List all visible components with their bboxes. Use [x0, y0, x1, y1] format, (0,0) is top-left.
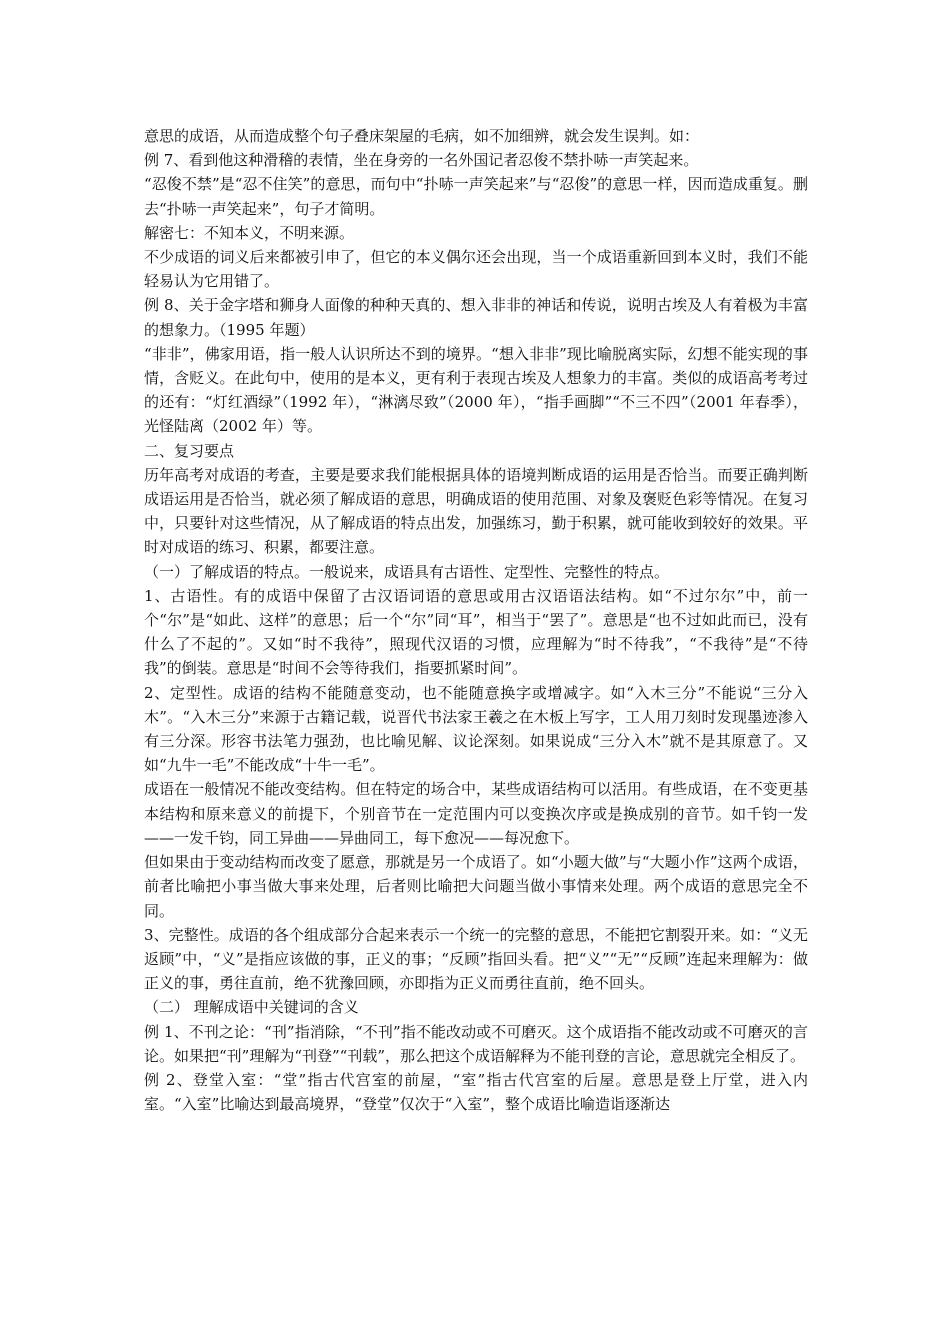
paragraph-structure-flexibility: 成语在一般情况不能改变结构。但在特定的场合中，某些成语结构可以活用。有些成语，在不变更基本结构和原来意义的前提下，个别音节在一定范围内可以变换次序或是换成别的音节。如千钧一发——一发千钧，同工异曲——异曲同工，每下愈况——每况愈下。: [144, 780, 808, 847]
heading-review-points: 二、复习要点: [144, 441, 235, 460]
paragraph-continuation: 意思的成语，从而造成整个句子叠床架屋的毛病，如不加细辨，就会发生误判。如：: [144, 127, 700, 145]
paragraph-integrity-feature: 3、完整性。成语的各个组成部分合起来表示一个统一的完整的意思，不能把它割裂开来。如：“义无返顾”中，“义”是指应该做的事，正义的事；“反顾”指回头看。把“义”“无”“反顾”连起来理解为：做正义的事，勇往直前，绝不犹豫回顾，亦即指为正义而勇往直前，绝不回头。: [144, 925, 808, 993]
paragraph-example-7: 例 7、看到他这种滑稽的表情，坐在身旁的一名外国记者忍俊不禁扑哧一声笑起来。: [144, 151, 699, 170]
paragraph-example-8-analysis: “非非”，佛家用语，指一般人认识所达不到的境界。“想入非非”现比喻脱离实际，幻想不能实现的事情，含贬义。在此句中，使用的是本义，更有利于表现古埃及人想象力的丰富。类似的成语高考考过的还有：“灯红酒绿”（1992 年），“淋漓尽致”（2000 年），“指手画脚”“不三不四”（2001 年春季），光怪陆离（2002 年）等。: [144, 344, 808, 436]
heading-key-words: （二） 理解成语中关键词的含义: [144, 998, 359, 1017]
paragraph-key-word-example-1: 例 1、不刊之论：“刊”指消除，“不刊”指不能改动或不可磨灭。这个成语指不能改动或不可磨灭的言论。如果把“刊”理解为“刊登”“刊载”，那么把这个成语解释为不能刊登的言论，意思就完全相反了。: [144, 1022, 808, 1065]
paragraph-secret-7-intro: 不少成语的词义后来都被引申了，但它的本义偶尔还会出现，当一个成语重新回到本义时，我们不能轻易认为它用错了。: [144, 248, 808, 291]
document-page: [144, 124, 808, 1116]
paragraph-archaic-feature: 1、古语性。有的成语中保留了古汉语词语的意思或用古汉语语法结构。如“不过尔尔”中，前一个“尔”是“如此、这样”的意思；后一个“尔”同“耳”，相当于“罢了”。意思是“也不过如此而已，没有什么了不起的”。又如“时不我待”，照现代汉语的习惯，应理解为“时不待我”，“不我待”是“不待我”的倒装。意思是“时间不会等待我们，指要抓紧时间”。: [144, 586, 808, 678]
heading-secret-7: 解密七：不知本义，不明来源。: [144, 223, 355, 242]
heading-idiom-features: （一）了解成语的特点。一般说来，成语具有古语性、定型性、完整性的特点。: [144, 562, 670, 581]
paragraph-example-8: 例 8、关于金字塔和狮身人面像的种种天真的、想入非非的神话和传说，说明古埃及人有着极为丰富的想象力。（1995 年题）: [144, 296, 808, 339]
paragraph-key-word-example-2: 例 2、登堂入室：“堂”指古代宫室的前屋，“室”指古代宫室的后屋。意思是登上厅堂，进入内室。“入室”比喻达到最高境界，“登堂”仅次于“入室”，整个成语比喻造诣逐渐达: [144, 1070, 808, 1114]
paragraph-review-intro: 历年高考对成语的考查，主要是要求我们能根据具体的语境判断成语的运用是否恰当。而要正确判断成语运用是否恰当，就必须了解成语的意思，明确成语的使用范围、对象及褒贬色彩等情况。在复习中，只要针对这些情况，从了解成语的特点出发，加强练习，勤于积累，就可能收到较好的效果。平时对成语的练习、积累，都要注意。: [144, 465, 808, 557]
paragraph-structure-change: 但如果由于变动结构而改变了愿意，那就是另一个成语了。如“小题大做”与“大题小作”这两个成语，前者比喻把小事当做大事来处理，后者则比喻把大问题当做小事情来处理。两个成语的意思完全不同。: [144, 853, 808, 920]
paragraph-example-7-analysis: “忍俊不禁”是“忍不住笑”的意思，而句中“扑哧一声笑起来”与“忍俊”的意思一样，因而造成重复。删去“扑哧一声笑起来”，句子才简明。: [144, 175, 808, 218]
paragraph-fixed-form-feature: 2、定型性。成语的结构不能随意变动，也不能随意换字或增减字。如“入木三分”不能说“三分入木”。“入木三分”来源于古籍记载，说晋代书法家王羲之在木板上写字，工人用刀刻时发现墨迹渗入有三分深。形容书法笔力强劲，也比喻见解、议论深刻。如果说成“三分入木”就不是其原意了。又如“九牛一毛”不能改成“十牛一毛”。: [144, 683, 808, 775]
